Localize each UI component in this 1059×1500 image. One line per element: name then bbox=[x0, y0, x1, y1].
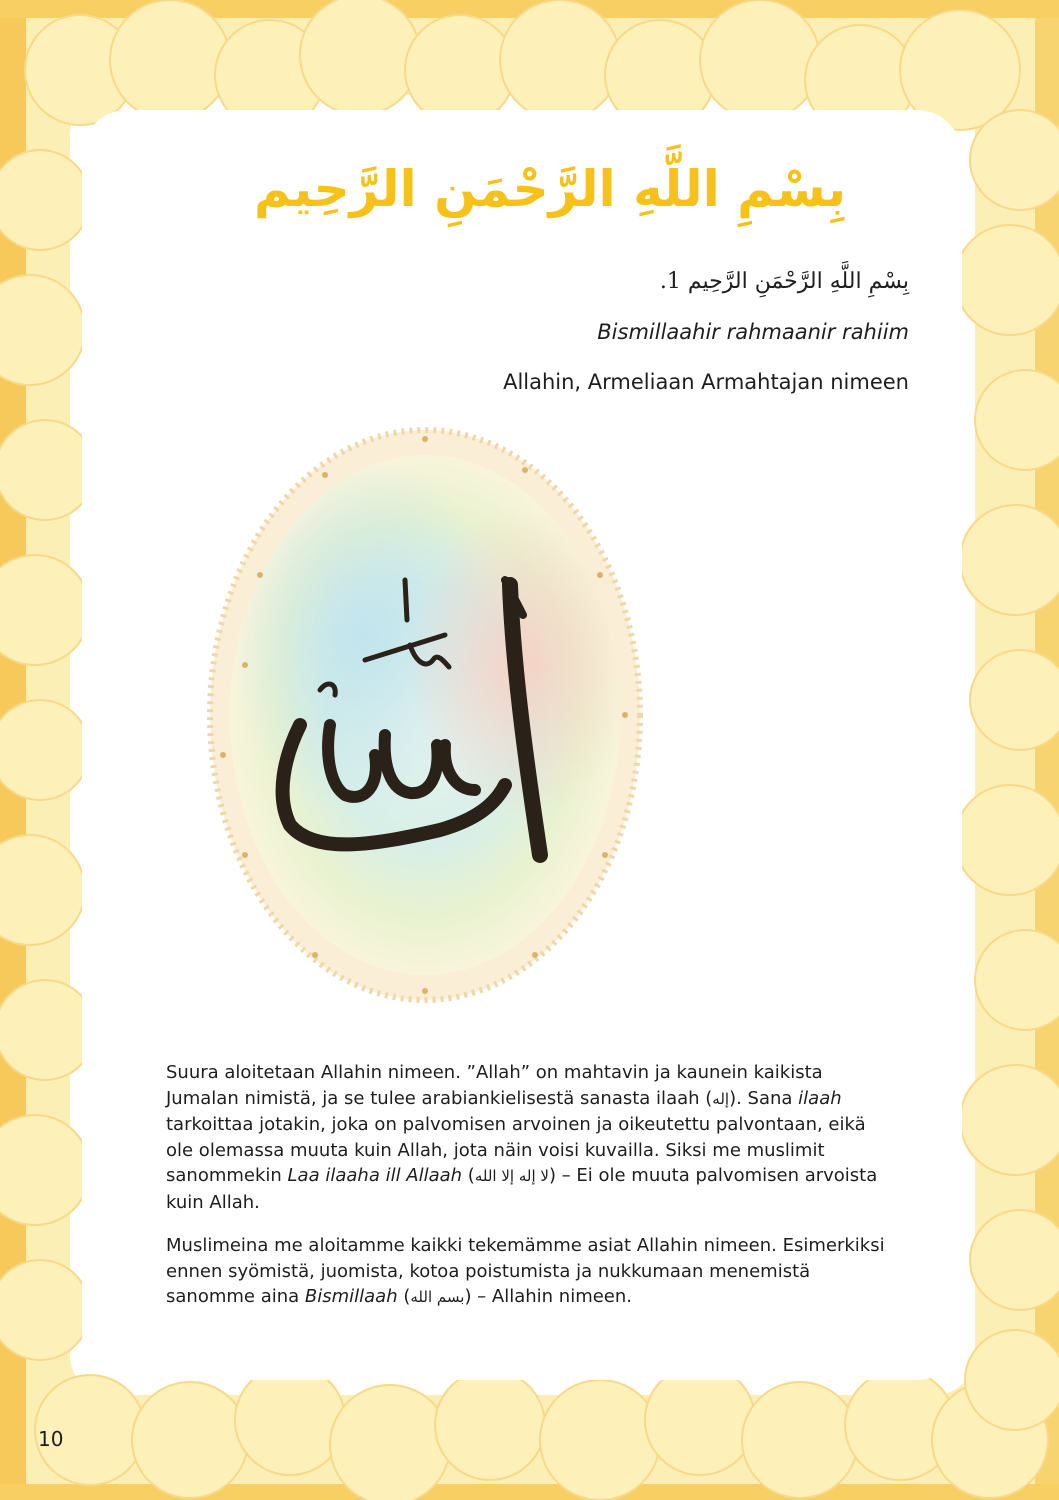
body-text-span: ) – Allahin nimeen. bbox=[464, 1286, 633, 1307]
arabic-inline-shahada: لا إله إلا الله bbox=[474, 1167, 549, 1185]
body-text-span: ). Sana bbox=[729, 1087, 799, 1109]
body-paragraph-2 bbox=[166, 1233, 896, 1311]
body-text bbox=[166, 1060, 896, 1329]
arabic-inline-ilaah: إله bbox=[712, 1089, 730, 1108]
body-text-span: ) – Ei ole muuta palvomisen arvoista kuin Allah. bbox=[166, 1165, 878, 1213]
verse-arabic-text: بِسْمِ اللَّهِ الرَّحْمَنِ الرَّحِيم bbox=[687, 269, 909, 294]
verse-block bbox=[209, 268, 909, 418]
italic-term-shahada: Laa ilaaha ill Allaah bbox=[287, 1165, 463, 1186]
heading-arabic-bismillah: بِسْمِ اللَّهِ الرَّحْمَنِ الرَّحِيم bbox=[254, 160, 846, 218]
body-text-span: tarkoittaa jotakin, joka on palvomisen arvoinen ja oikeutettu palvontaan, eikä ole olemassa muuta kuin Allah, jota näin voisi kuvailla. Siksi me muslimit sanommekin bbox=[166, 1114, 866, 1186]
italic-term-ilaah: ilaah bbox=[798, 1087, 842, 1109]
verse-translation: Allahin, Armeliaan Armahtajan nimeen bbox=[503, 370, 909, 394]
italic-term-bismillaah: Bismillaah bbox=[304, 1286, 398, 1307]
page-number: 10 bbox=[38, 1427, 64, 1451]
arabic-inline-bismillah: بسم الله bbox=[410, 1288, 465, 1306]
verse-number: 1. bbox=[659, 269, 681, 294]
allah-calligraphy-medallion bbox=[205, 425, 645, 1005]
body-text-span: ( bbox=[397, 1286, 411, 1307]
body-text-span: Suura aloitetaan Allahin nimeen. ”Allah” on mahtavin ja kaunein kaikista Jumalan nimistä, ja se tulee arabiankielisestä sanasta ilaah ( bbox=[166, 1062, 823, 1109]
verse-arabic-line bbox=[209, 268, 909, 296]
left-clouds bbox=[0, 150, 95, 1360]
body-paragraph-1 bbox=[166, 1060, 896, 1215]
body-text-span: ( bbox=[462, 1165, 475, 1186]
body-text-span: Muslimeina me aloitamme kaikki tekemämme asiat Allahin nimeen. Esimerkiksi ennen syömistä, juomista, kotoa poistumista ja nukkumaan menemistä sanomme aina bbox=[166, 1235, 885, 1307]
verse-transliteration: Bismillaahir rahmaanir rahiim bbox=[597, 320, 909, 344]
